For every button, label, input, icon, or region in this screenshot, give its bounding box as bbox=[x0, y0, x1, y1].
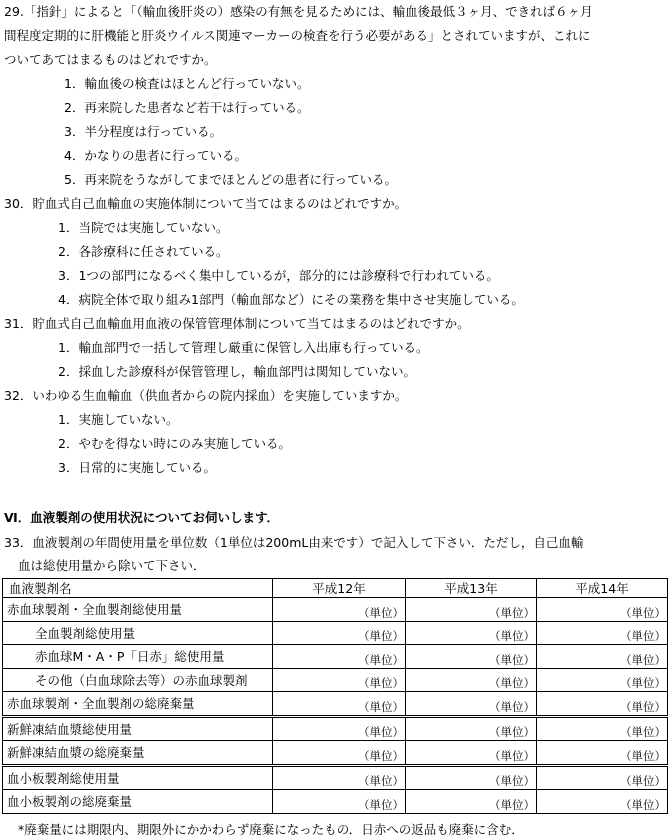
unit-input-cell[interactable]: （単位） bbox=[273, 765, 406, 790]
header-product-name: 血液製剤名 bbox=[3, 579, 273, 598]
table-row bbox=[3, 668, 668, 692]
q29-option-5[interactable]: 5．再来院をうながしてまでほとんどの患者に行っている。 bbox=[64, 172, 397, 187]
q30-option-2[interactable]: 2．各診療科に任されている。 bbox=[58, 244, 229, 259]
q31-text: 31．貯血式自己血輸血用血液の保管管理体制について当てはまるのはどれですか。 bbox=[4, 316, 470, 331]
row-label: 血小板製剤総使用量 bbox=[3, 765, 273, 790]
unit-input-cell[interactable]: （単位） bbox=[406, 716, 537, 741]
unit-input-cell[interactable]: （単位） bbox=[273, 668, 406, 692]
table-header-row bbox=[3, 579, 668, 598]
unit-input-cell[interactable]: （単位） bbox=[273, 716, 406, 741]
row-label: 新鮮凍結血漿総使用量 bbox=[3, 716, 273, 741]
unit-input-cell[interactable]: （単位） bbox=[273, 790, 406, 814]
q31-option-1[interactable]: 1．輸血部門で一括して管理し厳重に保管し入出庫も行っている。 bbox=[58, 340, 429, 355]
unit-input-cell[interactable]: （単位） bbox=[537, 716, 668, 741]
row-label: 新鮮凍結血漿の総廃棄量 bbox=[3, 741, 273, 766]
q29-option-4[interactable]: 4．かなりの患者に行っている。 bbox=[64, 148, 247, 163]
q33-text-line1: 33．血液製剤の年間使用量を単位数（1単位は200mL由来です）で記入して下さい．ただし，自己血輸 bbox=[4, 535, 584, 550]
q32-text: 32．いわゆる生血輸血（供血者からの院内採血）を実施していますか。 bbox=[4, 388, 408, 403]
unit-input-cell[interactable]: （単位） bbox=[273, 645, 406, 669]
q29-option-2[interactable]: 2．再来院した患者など若干は行っている。 bbox=[64, 100, 310, 115]
unit-input-cell[interactable]: （単位） bbox=[406, 621, 537, 645]
section-heading: Ⅵ．血液製剤の使用状況についてお伺いします． bbox=[4, 510, 279, 525]
unit-input-cell[interactable]: （単位） bbox=[406, 741, 537, 766]
unit-input-cell[interactable]: （単位） bbox=[537, 692, 668, 717]
table-row bbox=[3, 692, 668, 717]
unit-input-cell[interactable]: （単位） bbox=[406, 645, 537, 669]
header-h13: 平成13年 bbox=[406, 579, 537, 598]
unit-input-cell[interactable]: （単位） bbox=[537, 621, 668, 645]
unit-input-cell[interactable]: （単位） bbox=[273, 621, 406, 645]
table-row bbox=[3, 765, 668, 790]
header-h14: 平成14年 bbox=[537, 579, 668, 598]
table-row bbox=[3, 716, 668, 741]
q29-text-line2: 間程度定期的に肝機能と肝炎ウイルス関連マーカーの検査を行う必要がある」とされていますが、これに bbox=[4, 28, 591, 43]
unit-input-cell[interactable]: （単位） bbox=[537, 741, 668, 766]
row-label: 血小板製剤の総廃棄量 bbox=[3, 790, 273, 814]
q29-option-3[interactable]: 3．半分程度は行っている。 bbox=[64, 124, 222, 139]
unit-input-cell[interactable]: （単位） bbox=[406, 765, 537, 790]
unit-input-cell[interactable]: （単位） bbox=[273, 692, 406, 717]
table-row bbox=[3, 598, 668, 622]
row-label: 赤血球製剤・全血製剤の総廃棄量 bbox=[3, 692, 273, 717]
q31-option-2[interactable]: 2．採血した診療科が保管管理し，輸血部門は関知していない。 bbox=[58, 364, 416, 379]
row-label: 赤血球M・A・P「日赤」総使用量 bbox=[3, 645, 273, 669]
unit-input-cell[interactable]: （単位） bbox=[273, 741, 406, 766]
unit-input-cell[interactable]: （単位） bbox=[537, 765, 668, 790]
q33-text-line2: 血は総使用量から除いて下さい． bbox=[18, 558, 206, 573]
q30-option-3[interactable]: 3．1つの部門になるべく集中しているが，部分的には診療科で行われている。 bbox=[58, 268, 499, 283]
row-label: 全血製剤総使用量 bbox=[3, 621, 273, 645]
q32-option-2[interactable]: 2．やむを得ない時にのみ実施している。 bbox=[58, 436, 291, 451]
row-label: 赤血球製剤・全血製剤総使用量 bbox=[3, 598, 273, 622]
q32-option-1[interactable]: 1．実施していない。 bbox=[58, 412, 179, 427]
q29-text-line1: 29.「指針」によると「（輸血後肝炎の）感染の有無を見るためには、輸血後最低３ヶ月、できれば６ヶ月 bbox=[4, 4, 593, 19]
q29-option-1[interactable]: 1．輸血後の検査はほとんど行っていない。 bbox=[64, 76, 310, 91]
q29-text-line3: ついてあてはまるものはどれですか。 bbox=[4, 52, 217, 67]
unit-input-cell[interactable]: （単位） bbox=[406, 692, 537, 717]
header-h12: 平成12年 bbox=[273, 579, 406, 598]
unit-input-cell[interactable]: （単位） bbox=[406, 790, 537, 814]
table-row bbox=[3, 645, 668, 669]
table-row bbox=[3, 790, 668, 814]
unit-input-cell[interactable]: （単位） bbox=[537, 668, 668, 692]
q30-text: 30．貯血式自己血輸血の実施体制について当てはまるのはどれですか。 bbox=[4, 196, 408, 211]
unit-input-cell[interactable]: （単位） bbox=[406, 598, 537, 622]
q30-option-1[interactable]: 1．当院では実施していない。 bbox=[58, 220, 229, 235]
unit-input-cell[interactable]: （単位） bbox=[406, 668, 537, 692]
blood-product-usage-table bbox=[2, 578, 668, 814]
row-label: その他（白血球除去等）の赤血球製剤 bbox=[3, 668, 273, 692]
q32-option-3[interactable]: 3．日常的に実施している。 bbox=[58, 460, 216, 475]
table-row bbox=[3, 741, 668, 766]
table-row bbox=[3, 621, 668, 645]
footnote: *廃棄量には期限内、期限外にかかわらず廃棄になったもの．日赤への返品も廃棄に含む． bbox=[18, 822, 524, 837]
q30-option-4[interactable]: 4．病院全体で取り組み1部門（輸血部など）にその業務を集中させ実施している。 bbox=[58, 292, 524, 307]
unit-input-cell[interactable]: （単位） bbox=[537, 790, 668, 814]
unit-input-cell[interactable]: （単位） bbox=[537, 598, 668, 622]
unit-input-cell[interactable]: （単位） bbox=[537, 645, 668, 669]
unit-input-cell[interactable]: （単位） bbox=[273, 598, 406, 622]
